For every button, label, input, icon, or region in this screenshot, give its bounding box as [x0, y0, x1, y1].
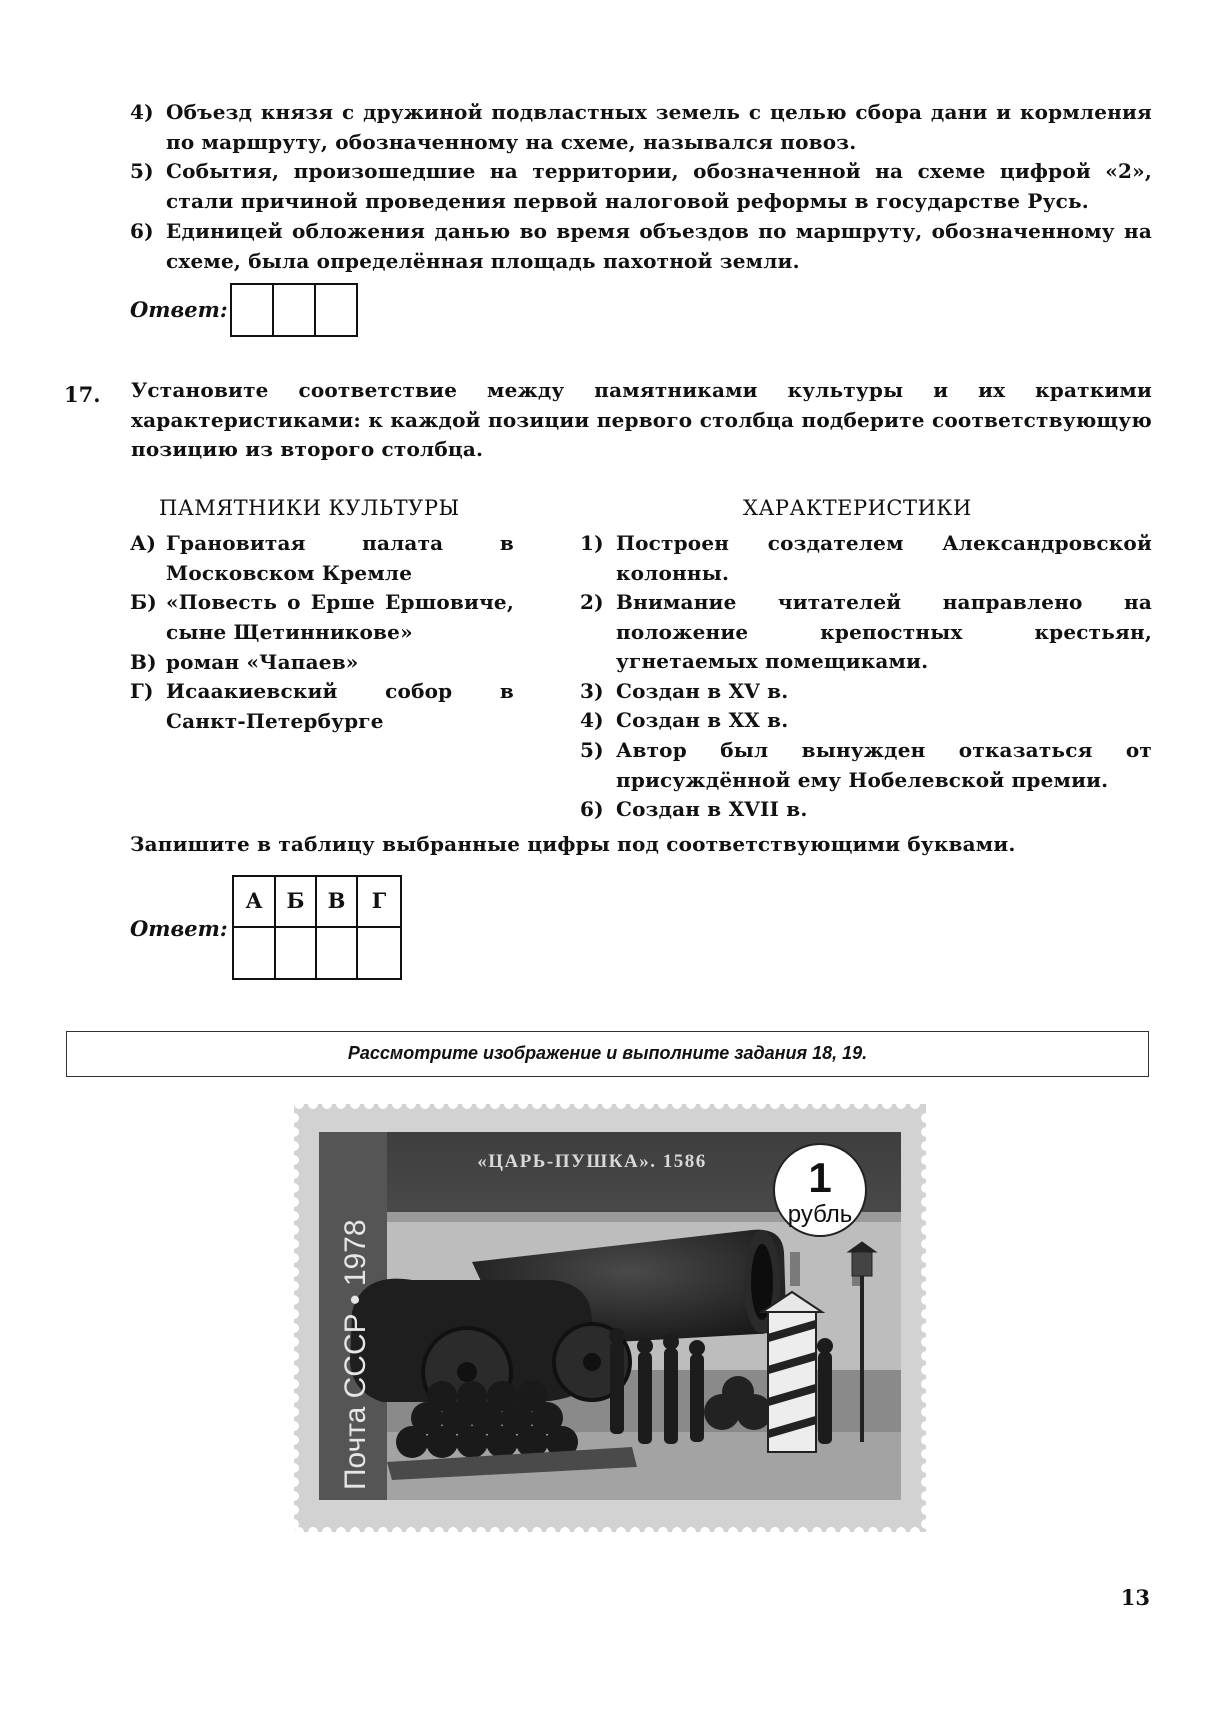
postage-stamp-image — [292, 1102, 928, 1534]
list-item — [130, 98, 1152, 157]
item-text: Единицей обложения данью во время объездов по маршруту, обозначенному на схеме, была определённая площадь пахотной земли. — [166, 219, 1152, 273]
instruction-box: Рассмотрите изображение и выполните задания 18, 19. — [66, 1031, 1149, 1077]
stamp-value-number: 1 — [808, 1154, 832, 1201]
task-number: 17. — [64, 382, 101, 407]
characteristic-item — [580, 677, 1152, 707]
characteristic-text: Создан в XV в. — [616, 679, 789, 703]
characteristics-header: ХАРАКТЕРИСТИКИ — [743, 496, 972, 520]
list-item — [130, 217, 1152, 276]
characteristic-number: 5) — [580, 738, 604, 762]
characteristic-number: 4) — [580, 708, 604, 732]
answer-cell[interactable] — [356, 926, 402, 980]
characteristic-text: Создан в XVII в. — [616, 797, 808, 821]
item-number: 6) — [130, 219, 154, 243]
characteristic-item — [580, 588, 1152, 677]
monument-item — [130, 677, 514, 736]
item-number: 5) — [130, 159, 154, 183]
table-header-cell: В — [315, 875, 358, 928]
characteristic-item — [580, 529, 1152, 588]
characteristic-text: Построен создателем Александровской колонны. — [616, 531, 1152, 585]
answer-label: Ответ: — [130, 916, 228, 941]
answer-cell[interactable] — [314, 283, 358, 337]
answer-cell[interactable] — [232, 926, 276, 980]
table-instruction: Запишите в таблицу выбранные цифры под соответствующими буквами. — [130, 832, 1016, 856]
monument-item — [130, 588, 514, 647]
answer-cell[interactable] — [315, 926, 358, 980]
item-text: Объезд князя с дружиной подвластных земель с целью сбора дани и кормления по маршруту, обозначенному на схеме, назывался повоз. — [166, 100, 1152, 154]
characteristic-item — [580, 706, 1152, 736]
stamp-value-unit: рубль — [787, 1201, 853, 1228]
monument-text: роман «Чапаев» — [166, 650, 359, 674]
answer-cell[interactable] — [230, 283, 274, 337]
monuments-header: ПАМЯТНИКИ КУЛЬТУРЫ — [159, 496, 460, 520]
list-item — [130, 157, 1152, 216]
sentry-box — [762, 1292, 822, 1452]
monument-item — [130, 648, 514, 678]
characteristic-number: 2) — [580, 590, 604, 614]
page-number: 13 — [1120, 1585, 1150, 1610]
table-header-cell: Б — [274, 875, 317, 928]
monument-letter: Г) — [130, 679, 154, 703]
characteristic-text: Создан в XX в. — [616, 708, 789, 732]
table-header-cell: Г — [356, 875, 402, 928]
monument-letter: В) — [130, 650, 157, 674]
monument-text: Грановитая палата в Московском Кремле — [166, 531, 514, 585]
monument-letter: Б) — [130, 590, 157, 614]
monument-letter: А) — [130, 531, 157, 555]
characteristic-item — [580, 795, 1152, 825]
stamp-title: «ЦАРЬ-ПУШКА». 1586 — [477, 1151, 707, 1172]
item-number: 4) — [130, 100, 154, 124]
monument-text: «Повесть о Ерше Ершовиче, сыне Щетинникове» — [166, 590, 514, 644]
answer-label: Ответ: — [130, 297, 228, 322]
characteristic-text: Внимание читателей направлено на положение крепостных крестьян, угнетаемых помещиками. — [616, 590, 1152, 673]
characteristic-number: 3) — [580, 679, 604, 703]
answer-cell[interactable] — [274, 926, 317, 980]
characteristic-number: 1) — [580, 531, 604, 555]
stamp-issuer: Почта СССР • 1978 — [339, 1219, 372, 1490]
table-header-cell: А — [232, 875, 276, 928]
answer-cell[interactable] — [272, 283, 316, 337]
item-text: События, произошедшие на территории, обозначенной на схеме цифрой «2», стали причиной проведения первой налоговой реформы в государстве Русь. — [166, 159, 1152, 213]
characteristic-number: 6) — [580, 797, 604, 821]
task-text: Установите соответствие между памятниками культуры и их краткими характеристиками: к каждой позиции первого столбца подберите соответствующую позицию из второго столбца. — [131, 378, 1152, 461]
characteristic-text: Автор был вынужден отказаться от присуждённой ему Нобелевской премии. — [616, 738, 1152, 792]
monument-item — [130, 529, 514, 588]
monument-text: Исаакиевский собор в Санкт-Петербурге — [166, 679, 514, 733]
characteristic-item — [580, 736, 1152, 795]
